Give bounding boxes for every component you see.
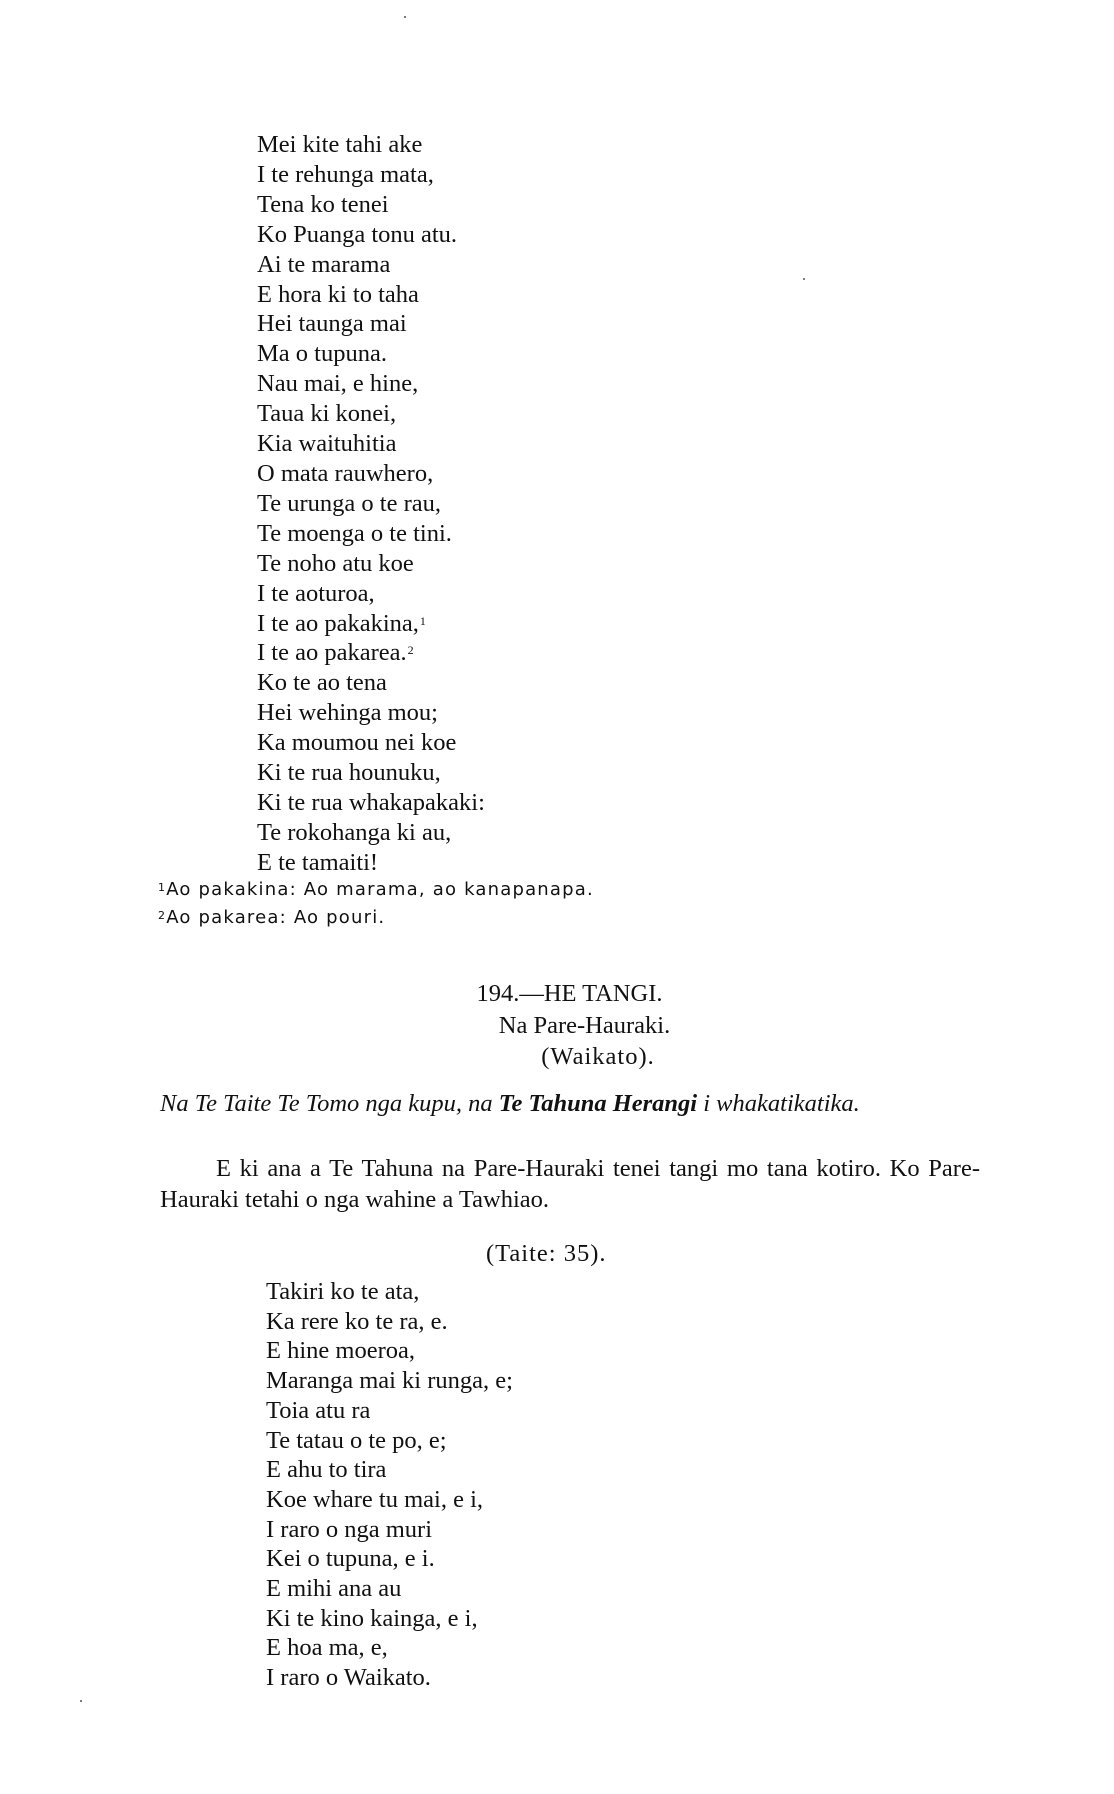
poem-line: Hei wehinga mou; bbox=[257, 699, 438, 727]
song-tribe: (Waikato). bbox=[541, 1043, 655, 1070]
credit-text-end: i whakatikatika. bbox=[697, 1090, 860, 1117]
footnote-text: Ao pakakina: Ao marama, ao kanapanapa. bbox=[166, 879, 594, 900]
poem-line: I te aoturoa, bbox=[257, 579, 375, 607]
poem-line: Nau mai, e hine, bbox=[257, 370, 419, 398]
song-line: Ki te kino kainga, e i, bbox=[266, 1604, 478, 1632]
credit-text: Na Te Taite Te Tomo nga kupu, na bbox=[160, 1090, 499, 1117]
footnote-number: 2 bbox=[158, 909, 167, 922]
poem-line: Ko te ao tena bbox=[257, 669, 387, 697]
song-number-title: 194.—HE TANGI. bbox=[476, 980, 663, 1007]
poem-line: Hei taunga mai bbox=[257, 310, 407, 338]
specks bbox=[404, 16, 406, 18]
poem-line: Ki te rua hounuku, bbox=[257, 759, 441, 787]
song-line: Ka rere ko te ra, e. bbox=[266, 1307, 448, 1335]
song-line: E ahu to tira bbox=[266, 1456, 387, 1484]
specks bbox=[80, 1700, 82, 1702]
song-line: Kei o tupuna, e i. bbox=[266, 1545, 435, 1573]
poem-line: Mei kite tahi ake bbox=[257, 131, 423, 158]
song-tune: (Taite: 35). bbox=[486, 1240, 607, 1267]
poem-line: Te urunga o te rau, bbox=[257, 489, 442, 517]
song-line: Maranga mai ki runga, e; bbox=[266, 1367, 513, 1395]
poem-line: Te moenga o te tini. bbox=[257, 519, 452, 547]
footnotes bbox=[158, 876, 594, 932]
footnote-marker: 1 bbox=[419, 613, 426, 628]
poem-line: E hora ki to taha bbox=[257, 280, 419, 308]
footnote bbox=[158, 876, 594, 904]
poem-line: Te noho atu koe bbox=[257, 549, 414, 577]
poem-line: Ko Puanga tonu atu. bbox=[257, 220, 458, 248]
poem-line: Ka moumou nei koe bbox=[257, 729, 457, 757]
song-line: E hoa ma, e, bbox=[266, 1634, 388, 1662]
song-line: I raro o Waikato. bbox=[266, 1664, 431, 1692]
footnote-text: Ao pakarea: Ao pouri. bbox=[166, 907, 386, 928]
specks bbox=[803, 278, 805, 280]
poem-line: Ai te marama bbox=[257, 250, 391, 278]
poem-line: I te ao pakakina,$^1$ bbox=[257, 609, 426, 637]
poem-line: O mata rauwhero, bbox=[257, 459, 434, 487]
song-intro: E ki ana a Te Tahuna na Pare-Hauraki tenei tangi mo tana kotiro. Ko Pare-Hauraki tetahi o nga wahine a Tawhiao. bbox=[160, 1155, 980, 1213]
song-line: E mihi ana au bbox=[266, 1575, 402, 1603]
song-line: Te tatau o te po, e; bbox=[266, 1426, 447, 1454]
song-line: Koe whare tu mai, e i, bbox=[266, 1485, 484, 1513]
poem-line: I te rehunga mata, bbox=[257, 160, 434, 188]
poem-line: I te ao pakarea.$^2$ bbox=[257, 639, 414, 667]
poem-line: E te tamaiti! bbox=[257, 848, 379, 876]
song-credit bbox=[160, 1088, 980, 1119]
poem-line: Ki te rua whakapakaki: bbox=[257, 788, 485, 816]
song-author: Na Pare-Hauraki. bbox=[498, 1012, 671, 1039]
poem-line: Te rokohanga ki au, bbox=[257, 818, 452, 846]
credit-name: Te Tahuna Herangi bbox=[498, 1090, 698, 1117]
song-line: Toia atu ra bbox=[266, 1396, 371, 1424]
song-line: I raro o nga muri bbox=[266, 1515, 432, 1543]
footnote-marker: 2 bbox=[407, 643, 414, 658]
song-line: Takiri ko te ata, bbox=[266, 1278, 420, 1305]
poem-line: Taua ki konei, bbox=[257, 400, 397, 428]
song-line: E hine moeroa, bbox=[266, 1337, 415, 1365]
poem-continued bbox=[257, 130, 485, 878]
footnote bbox=[158, 904, 594, 932]
poem-line: Kia waituhitia bbox=[257, 430, 397, 458]
poem-line: Ma o tupuna. bbox=[257, 340, 387, 368]
poem-line: Tena ko tenei bbox=[257, 190, 389, 218]
footnote-number: 1 bbox=[158, 881, 167, 894]
song-verse bbox=[266, 1277, 513, 1693]
